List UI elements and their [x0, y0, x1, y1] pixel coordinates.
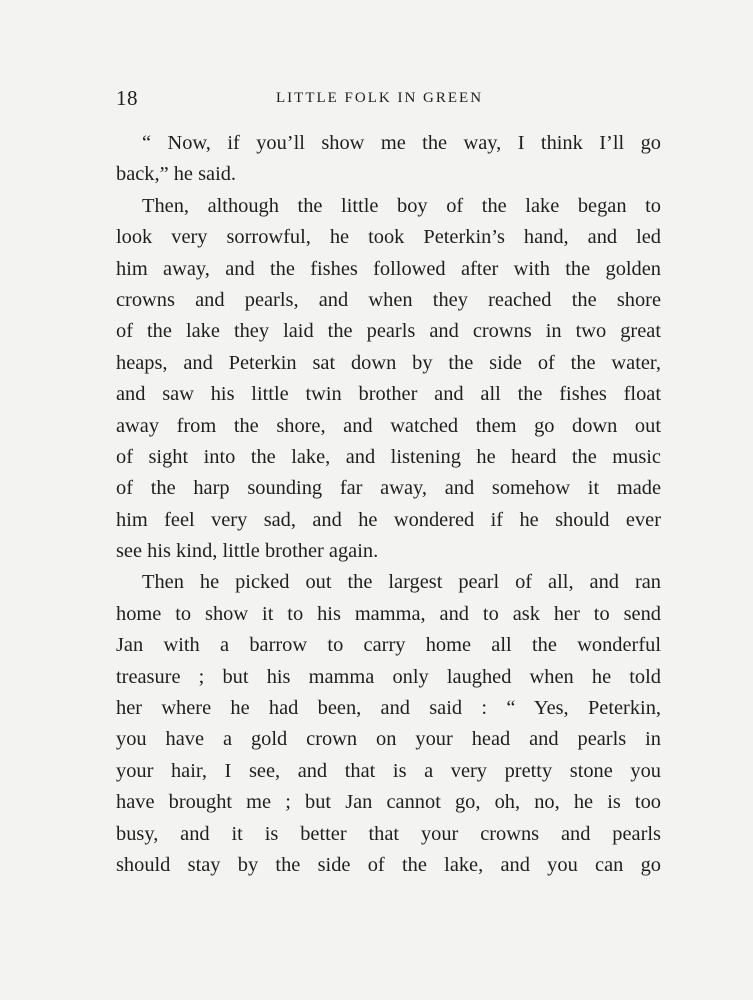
page-number: 18 — [116, 86, 138, 110]
page-header — [116, 86, 660, 114]
text-line: away from the shore, and watched them go down out — [116, 414, 661, 437]
text-line: him feel very sad, and he wondered if he should ever — [116, 508, 661, 531]
text-line: home to show it to his mamma, and to ask her to send — [116, 602, 661, 625]
text-line: Then he picked out the largest pearl of all, and ran — [142, 571, 661, 594]
body-text — [116, 128, 661, 881]
text-line: look very sorrowful, he took Peterkin’s hand, and led — [116, 226, 661, 249]
text-line: you have a gold crown on your head and pearls in — [116, 728, 661, 751]
text-line: of the harp sounding far away, and somehow it made — [116, 477, 661, 500]
text-line: back,” he said. — [116, 163, 237, 186]
text-line: her where he had been, and said : “ Yes, Peterkin, — [116, 697, 661, 720]
text-line: heaps, and Peterkin sat down by the side of the water, — [116, 351, 661, 374]
text-line: “ Now, if you’ll show me the way, I think I’ll go — [142, 132, 661, 154]
text-line: of sight into the lake, and listening he heard the music — [116, 445, 661, 468]
text-line: treasure ; but his mamma only laughed when he told — [116, 665, 661, 688]
text-line: and saw his little twin brother and all the fishes float — [116, 383, 661, 406]
text-line: should stay by the side of the lake, and you can go — [116, 853, 661, 876]
text-line: him away, and the fishes followed after with the golden — [116, 257, 661, 280]
text-line: crowns and pearls, and when they reached the shore — [116, 288, 661, 311]
text-line: Jan with a barrow to carry home all the wonderful — [116, 634, 661, 657]
text-line: your hair, I see, and that is a very pretty stone you — [116, 759, 661, 782]
text-line: busy, and it is better that your crowns and pearls — [116, 822, 661, 845]
running-title: LITTLE FOLK IN GREEN — [276, 90, 484, 106]
text-line: see his kind, little brother again. — [116, 540, 379, 563]
text-line: of the lake they laid the pearls and crowns in two great — [116, 320, 661, 343]
text-line: Then, although the little boy of the lake began to — [142, 194, 661, 217]
text-line: have brought me ; but Jan cannot go, oh, no, he is too — [116, 791, 661, 814]
